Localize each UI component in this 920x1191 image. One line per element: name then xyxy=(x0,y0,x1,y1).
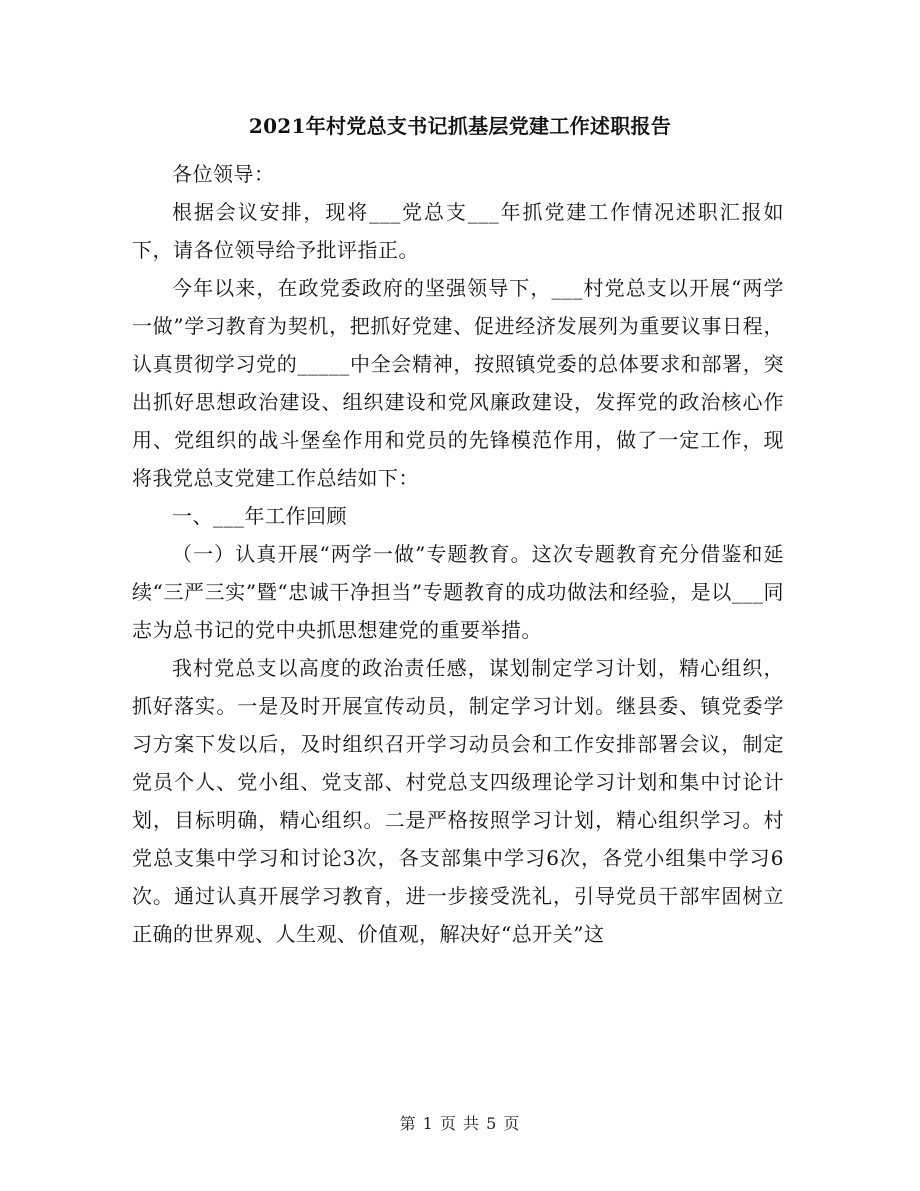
salutation-paragraph: 各位领导： xyxy=(172,162,275,186)
detail-paragraph: 我村党总支以高度的政治责任感，谋划制定学习计划，精心组织，抓好落实。一是及时开展宣传动员，制定学习计划。继县委、镇党委学习方案下发以后，及时组织召开学习动员会和工作安排部署会议，制定党员个人、党小组、党支部、村党总支四级理论学习计划和集中讨论计划，目标明确，精心组织。二是严格按照学习计划，精心组织学习。村党总支集中学习和讨论3次，各支部集中学习6次，各党小组集中学习6次。通过认真开展学习教育，进一步接受洗礼，引导党员干部牢固树立正确的世界观、人生观、价值观，解决好“总开关”这 xyxy=(132,656,784,946)
intro-paragraph: 根据会议安排，现将___党总支___年抓党建工作情况述职汇报如下，请各位领导给予批评指正。 xyxy=(132,200,784,262)
document-title: 2021年村党总支书记抓基层党建工作述职报告 xyxy=(248,114,672,138)
section-heading: 一、___年工作回顾 xyxy=(172,504,347,528)
overview-paragraph: 今年以来，在政党委政府的坚强领导下，___村党总支以开展“两学一做”学习教育为契机，把抓好党建、促进经济发展列为重要议事日程，认真贯彻学习党的_____中全会精神，按照镇党委的总体要求和部署，突出抓好思想政治建设、组织建设和党风廉政建设，发挥党的政治核心作用、党组织的战斗堡垒作用和党员的先锋模范作用，做了一定工作，现将我党总支党建工作总结如下： xyxy=(132,276,784,490)
page-number-footer: 第 1 页 共 5 页 xyxy=(399,1114,521,1133)
subsection-paragraph: （一）认真开展“两学一做”专题教育。这次专题教育充分借鉴和延续“三严三实”暨“忠诚干净担当”专题教育的成功做法和经验，是以___同志为总书记的党中央抓思想建党的重要举措。 xyxy=(132,542,784,642)
document-body xyxy=(132,155,784,953)
